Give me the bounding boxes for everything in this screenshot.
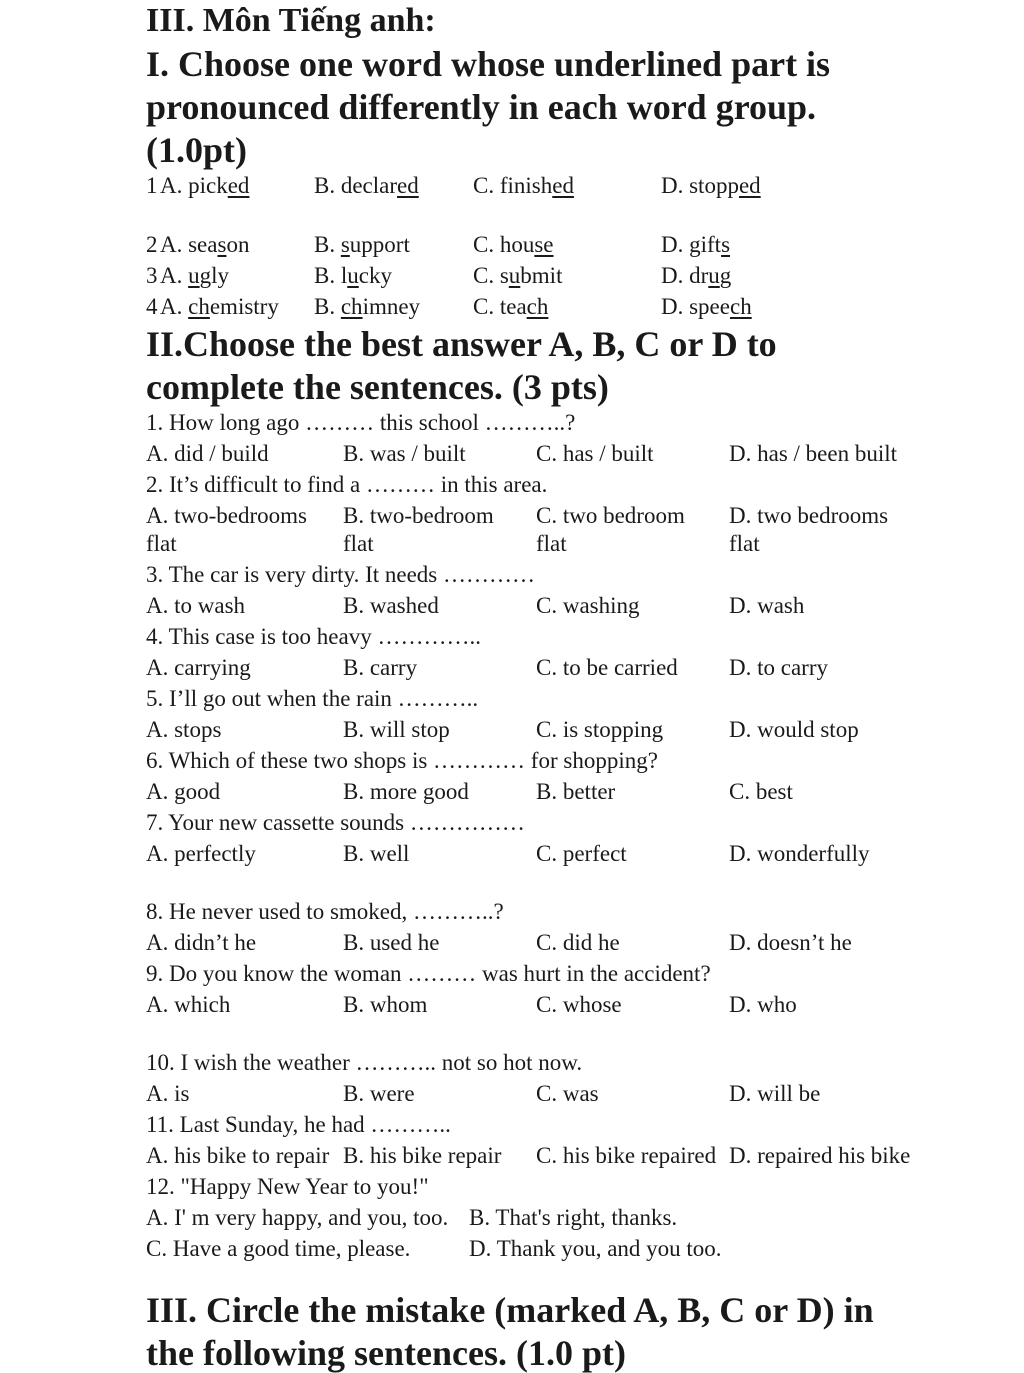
p2-q7-option-c: C. perfect bbox=[536, 841, 627, 866]
p1-q4-option-b: B. chimney bbox=[314, 294, 421, 319]
p1-q4-option-d: D. speech bbox=[661, 294, 752, 319]
p2-q4-option-a: A. carrying bbox=[146, 655, 251, 680]
p2-q7-option-d: D. wonderfully bbox=[729, 841, 870, 866]
p2-q7-option-a: A. perfectly bbox=[146, 841, 256, 866]
p2-q12-option-c: C. Have a good time, please. bbox=[146, 1236, 411, 1261]
p2-q1-stem: 1. How long ago ……… this school ………..? bbox=[146, 410, 576, 435]
part2-heading-line1: II.Choose the best answer A, B, C or D to bbox=[146, 324, 777, 364]
p2-q5-option-b: B. will stop bbox=[343, 717, 450, 742]
p2-q1-option-b: B. was / built bbox=[343, 441, 466, 466]
part3-heading-line1: III. Circle the mistake (marked A, B, C or D) in bbox=[146, 1290, 874, 1330]
p1-q1-option-d: D. stopped bbox=[661, 173, 761, 198]
p2-q3-option-d: D. wash bbox=[729, 593, 805, 618]
p1-q1-number: 1 bbox=[146, 173, 158, 198]
p2-q2-option-d: D. two bedrooms bbox=[729, 503, 889, 528]
p2-q9-option-a: A. which bbox=[146, 992, 231, 1017]
p2-q1-option-d: D. has / been built bbox=[729, 441, 897, 466]
p2-q10-option-a: A. is bbox=[146, 1081, 190, 1106]
p2-q12-stem: 12. "Happy New Year to you!" bbox=[146, 1174, 429, 1199]
p1-q1-option-c: C. finished bbox=[473, 173, 574, 198]
p2-q10-option-c: C. was bbox=[536, 1081, 599, 1106]
p2-q8-option-c: C. did he bbox=[536, 930, 620, 955]
p2-q11-stem: 11. Last Sunday, he had ……….. bbox=[146, 1112, 451, 1137]
p2-q2-option-c-wrap: flat bbox=[536, 531, 567, 556]
p1-q1-option-b: B. declared bbox=[314, 173, 419, 198]
p2-q5-stem: 5. I’ll go out when the rain ……….. bbox=[146, 686, 479, 711]
p2-q4-stem: 4. This case is too heavy ………….. bbox=[146, 624, 481, 649]
p2-q1-option-c: C. has / built bbox=[536, 441, 654, 466]
p2-q8-option-a: A. didn’t he bbox=[146, 930, 257, 955]
p2-q11-option-c: C. his bike repaired bbox=[536, 1143, 717, 1168]
p2-q8-stem: 8. He never used to smoked, ………..? bbox=[146, 899, 504, 924]
p2-q6-option-c: B. better bbox=[536, 779, 616, 804]
p2-q12-option-a: A. I' m very happy, and you, too. bbox=[146, 1205, 449, 1230]
p1-q2-option-b: B. support bbox=[314, 232, 410, 257]
p1-q2-option-a: A. season bbox=[160, 232, 250, 257]
p2-q8-option-b: B. used he bbox=[343, 930, 440, 955]
p2-q9-stem: 9. Do you know the woman ……… was hurt in the accident? bbox=[146, 961, 711, 986]
p2-q11-option-a: A. his bike to repair bbox=[146, 1143, 330, 1168]
p2-q10-option-d: D. will be bbox=[729, 1081, 821, 1106]
part1-heading-line1: I. Choose one word whose underlined part is bbox=[146, 44, 831, 84]
p2-q8-option-d: D. doesn’t he bbox=[729, 930, 852, 955]
p2-q1-option-a: A. did / build bbox=[146, 441, 269, 466]
p1-q3-option-a: A. ugly bbox=[160, 263, 230, 288]
p2-q4-option-d: D. to carry bbox=[729, 655, 828, 680]
section-title: III. Môn Tiếng anh: bbox=[146, 2, 436, 39]
p2-q2-option-d-wrap: flat bbox=[729, 531, 760, 556]
p2-q2-option-a-wrap: flat bbox=[146, 531, 177, 556]
part2-heading-line2: complete the sentences. (3 pts) bbox=[146, 367, 609, 407]
p2-q2-option-c: C. two bedroom bbox=[536, 503, 685, 528]
p2-q6-stem: 6. Which of these two shops is ………… for shopping? bbox=[146, 748, 658, 773]
p2-q9-option-d: D. who bbox=[729, 992, 797, 1017]
p1-q2-option-d: D. gifts bbox=[661, 232, 731, 257]
p1-q4-option-a: A. chemistry bbox=[160, 294, 279, 319]
p2-q10-stem: 10. I wish the weather ……….. not so hot now. bbox=[146, 1050, 583, 1075]
p2-q4-option-c: C. to be carried bbox=[536, 655, 678, 680]
p2-q6-option-a: A. good bbox=[146, 779, 221, 804]
p1-q3-option-d: D. drug bbox=[661, 263, 732, 288]
p2-q2-option-b: B. two-bedroom bbox=[343, 503, 494, 528]
p2-q9-option-b: B. whom bbox=[343, 992, 428, 1017]
p2-q11-option-d: D. repaired his bike bbox=[729, 1143, 911, 1168]
p2-q4-option-b: B. carry bbox=[343, 655, 418, 680]
p1-q2-number: 2 bbox=[146, 232, 158, 257]
p1-q3-option-c: C. submit bbox=[473, 263, 563, 288]
p1-q4-number: 4 bbox=[146, 294, 158, 319]
p2-q2-option-b-wrap: flat bbox=[343, 531, 374, 556]
p2-q5-option-d: D. would stop bbox=[729, 717, 859, 742]
p2-q2-stem: 2. It’s difficult to find a ……… in this area. bbox=[146, 472, 548, 497]
p2-q6-option-d: C. best bbox=[729, 779, 793, 804]
p2-q10-option-b: B. were bbox=[343, 1081, 415, 1106]
p2-q12-option-b: B. That's right, thanks. bbox=[469, 1205, 678, 1230]
p2-q6-option-b: B. more good bbox=[343, 779, 469, 804]
p2-q12-option-d: D. Thank you, and you too. bbox=[469, 1236, 722, 1261]
p2-q2-option-a: A. two-bedrooms bbox=[146, 503, 307, 528]
p2-q11-option-b: B. his bike repair bbox=[343, 1143, 502, 1168]
p2-q3-option-a: A. to wash bbox=[146, 593, 246, 618]
p1-q4-option-c: C. teach bbox=[473, 294, 549, 319]
p2-q5-option-c: C. is stopping bbox=[536, 717, 664, 742]
p2-q7-option-b: B. well bbox=[343, 841, 410, 866]
p2-q3-option-c: C. washing bbox=[536, 593, 640, 618]
part3-heading-line2: the following sentences. (1.0 pt) bbox=[146, 1333, 626, 1373]
p2-q3-option-b: B. washed bbox=[343, 593, 439, 618]
p1-q3-number: 3 bbox=[146, 263, 158, 288]
p1-q1-option-a: A. picked bbox=[160, 173, 250, 198]
p2-q3-stem: 3. The car is very dirty. It needs ………… bbox=[146, 562, 535, 587]
p2-q9-option-c: C. whose bbox=[536, 992, 622, 1017]
p1-q3-option-b: B. lucky bbox=[314, 263, 392, 288]
p2-q5-option-a: A. stops bbox=[146, 717, 222, 742]
p2-q7-stem: 7. Your new cassette sounds …………… bbox=[146, 810, 525, 835]
part1-heading-line2: pronounced differently in each word group. bbox=[146, 87, 817, 127]
part1-heading-line3: (1.0pt) bbox=[146, 130, 247, 170]
p1-q2-option-c: C. house bbox=[473, 232, 554, 257]
